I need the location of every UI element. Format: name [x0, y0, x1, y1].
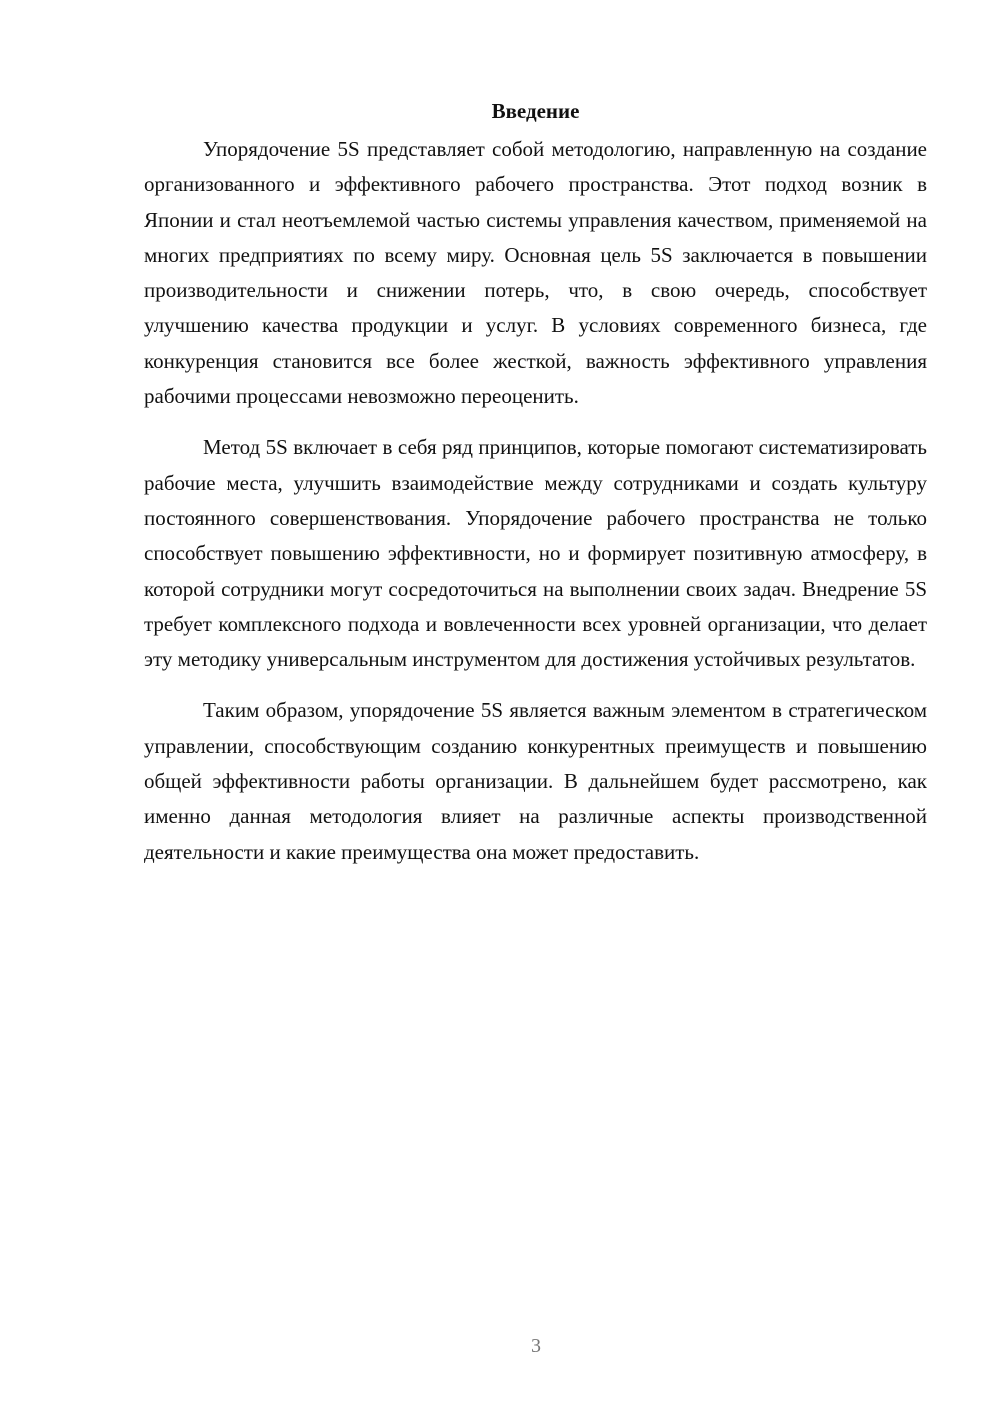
page-content: [144, 96, 927, 886]
page-heading: Введение: [491, 99, 580, 123]
paragraph-3: Таким образом, упорядочение 5S является важным элементом в стратегическом управлении, способствующим созданию конкурентных преимуществ и повышению общей эффективности работы организации. В дальнейшем будет рассмотрено, как именно данная методология влияет на различные аспекты производственной деятельности и какие преимущества она может предоставить.: [144, 698, 927, 864]
paragraph-1: Упорядочение 5S представляет собой методологию, направленную на создание организованного и эффективного рабочего пространства. Этот подход возник в Японии и стал неотъемлемой частью системы управления качеством, применяемой на многих предприятиях по всему миру. Основная цель 5S заключается в повышении производительности и снижении потерь, что, в свою очередь, способствует улучшению качества продукции и услуг. В условиях современного бизнеса, где конкуренция становится все более жесткой, важность эффективного управления рабочими процессами невозможно переоценить.: [144, 137, 927, 409]
paragraph-2: Метод 5S включает в себя ряд принципов, которые помогают систематизировать рабочие места, улучшить взаимодействие между сотрудниками и создать культуру постоянного совершенствования. Упорядочение рабочего пространства не только способствует повышению эффективности, но и формирует позитивную атмосферу, в которой сотрудники могут сосредоточиться на выполнении своих задач. Внедрение 5S требует комплексного подхода и вовлеченности всех уровней организации, что делает эту методику универсальным инструментом для достижения устойчивых результатов.: [144, 435, 927, 672]
page-number: 3: [531, 1335, 541, 1357]
